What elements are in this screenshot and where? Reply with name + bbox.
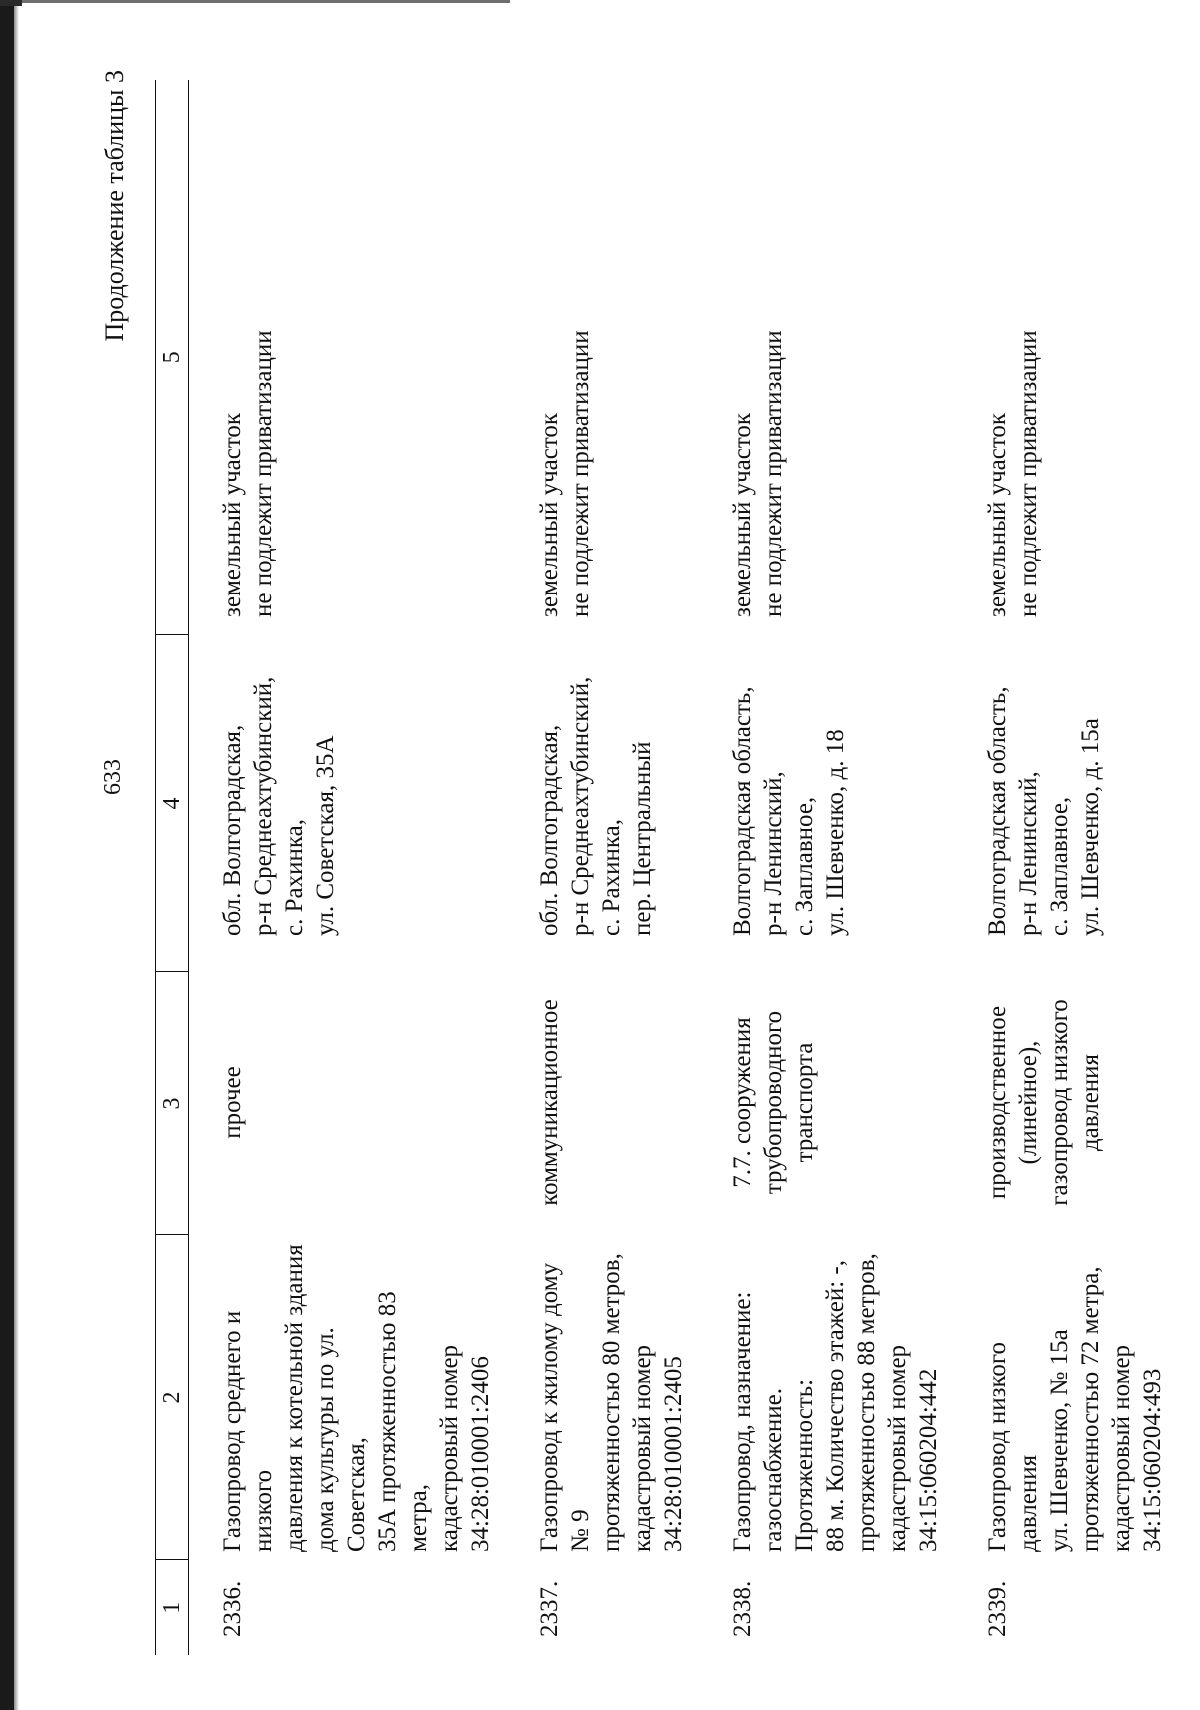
object-address: обл. Волгоградская, р-н Среднеахтубинский, с. Рахинка, пер. Центральный — [536, 676, 656, 936]
row-number: 2339. — [984, 1580, 1011, 1637]
object-name: Газопровод к жилому дому № 9 протяженностью 80 метров, кадастровый номер 34:28:010001:2405 — [536, 1253, 687, 1552]
page-number: 633 — [100, 759, 126, 795]
column-header-1: 1 — [156, 1560, 189, 1655]
object-purpose: производственное (линейное), газопровод низкого давления — [984, 999, 1104, 1206]
column-header-2: 2 — [156, 1235, 189, 1560]
rotated-document-page — [100, 70, 1166, 1655]
table-row — [719, 80, 974, 1655]
object-address: Волгоградская область, р-н Ленинский, с. Заплавное, ул. Шевченко, д. 18 — [729, 686, 849, 936]
table-row — [526, 80, 719, 1655]
row-number: 2338. — [729, 1580, 756, 1637]
object-name: Газопровод низкого давления ул. Шевченко, № 15а протяженностью 72 метра, кадастровый номер 34:15:060204:493 — [984, 1266, 1166, 1552]
object-purpose: прочее — [219, 1066, 246, 1139]
row-number: 2336. — [219, 1580, 246, 1637]
object-name: Газопровод среднего и низкого давления к котельной здания дома культуры по ул. Советская, 35А протяженностью 83 метра, кадастровый номер 34:28:010001:2406 — [219, 1244, 494, 1552]
object-note: земельный участок не подлежит приватизации — [219, 330, 277, 617]
scan-shadow-left — [0, 0, 14, 1710]
table-row — [189, 80, 527, 1655]
row-number: 2337. — [536, 1580, 563, 1637]
object-purpose: 7.7. сооружения трубопроводного транспорта — [729, 1010, 818, 1195]
object-note: земельный участок не подлежит приватизации — [536, 330, 594, 617]
property-registry-table — [155, 80, 1198, 1655]
scan-shadow-corner — [0, 0, 22, 6]
object-address: обл. Волгоградская, р-н Среднеахтубинский, с. Рахинка, ул. Советская, 35А — [219, 676, 339, 936]
object-name: Газопровод, назначение: газоснабжение. Протяженность: 88 м. Количество этажей: -, протяженностью 88 метров, кадастровый номер 34:15:060204:442 — [729, 1253, 942, 1552]
table-header-row — [156, 80, 189, 1655]
column-header-5: 5 — [156, 80, 189, 635]
object-note: земельный участок не подлежит приватизации — [729, 330, 787, 617]
scan-shadow-left-gradient — [14, 0, 19, 1710]
object-address: Волгоградская область, р-н Ленинский, с. Заплавное, ул. Шевченко, д. 15а — [984, 686, 1104, 936]
table-row — [974, 80, 1198, 1655]
column-header-3: 3 — [156, 972, 189, 1235]
table-continuation-caption: Продолжение таблицы 3 — [100, 70, 129, 342]
scan-shadow-top — [0, 0, 510, 3]
object-note: земельный участок не подлежит приватизации — [984, 330, 1042, 617]
object-purpose: коммуникационное — [536, 999, 563, 1206]
column-header-4: 4 — [156, 635, 189, 972]
